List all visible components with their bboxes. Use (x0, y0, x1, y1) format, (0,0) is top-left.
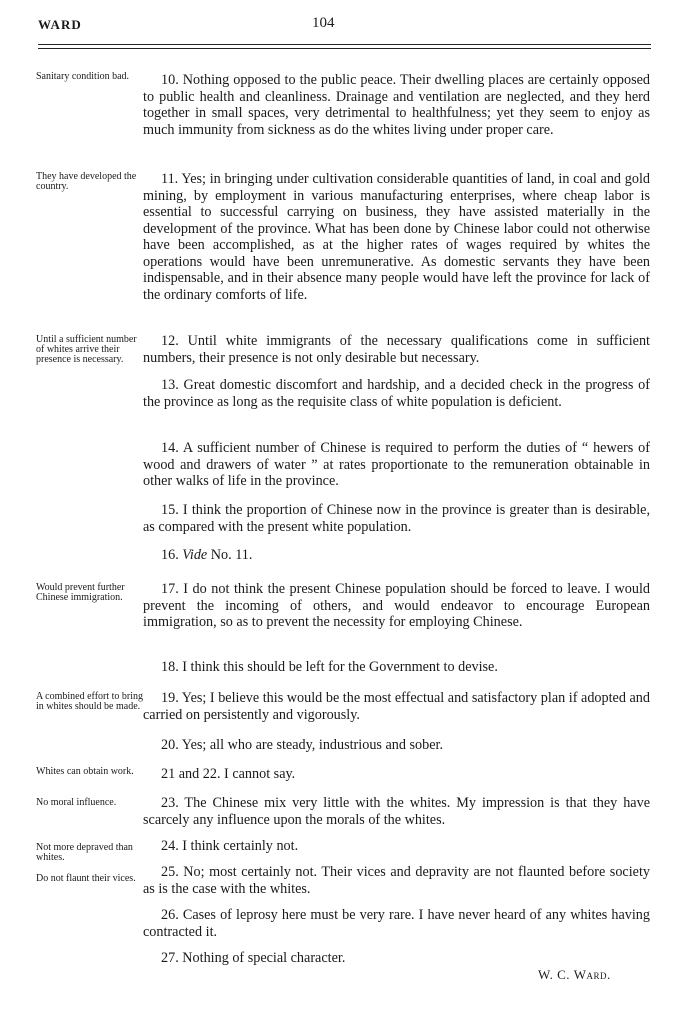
sidenote-until-whites: Until a sufficient number of whites arrive their presence is necessary. (36, 334, 137, 365)
paragraph-21-22: 21 and 22. I cannot say. (161, 766, 296, 782)
signature-surname: Ward. (573, 967, 611, 982)
paragraph-24: 24. I think certainly not. (161, 838, 299, 854)
sidenote-whites-work: Whites can obtain work. (36, 766, 134, 777)
paragraph-23: 23. The Chinese mix very little with the whites. My impression is that they have scarcely any influence upon the morals of the whites. (143, 795, 650, 828)
paragraph-16 (143, 547, 650, 564)
page-number: 104 (312, 15, 335, 31)
sidenote-no-moral: No moral influence. (36, 797, 117, 808)
paragraph-12: 12. Until white immigrants of the necessary qualifications come in sufficient numbers, their presence is not only desirable but necessary. (143, 333, 650, 366)
paragraph-10: 10. Nothing opposed to the public peace. Their dwelling places are certainly opposed to public health and cleanliness. Drainage and ventilation are neglected, and they herd together in small spaces, very detrimental to healthfulness; yet they seem to enjoy as much immunity from sickness as do the whites living under proper care. (143, 72, 650, 138)
paragraph-17: 17. I do not think the present Chinese population should be forced to leave. I would prevent the incoming of others, and would endeavor to encourage European immigration, so as to prevent the necessity for employing Chinese. (143, 581, 650, 630)
running-title: WARD (38, 17, 82, 32)
sidenote-not-flaunt: Do not flaunt their vices. (36, 873, 136, 884)
paragraph-16-vide: Vide (182, 547, 208, 563)
sidenote-combined-effort: A combined effort to bring in whites should be made. (36, 691, 144, 712)
paragraph-20: 20. Yes; all who are steady, industrious and sober. (161, 737, 444, 753)
paragraph-25: 25. No; most certainly not. Their vices and depravity are not flaunted before society as is the case with the whites. (143, 864, 650, 897)
paragraph-16-number: 16. (161, 547, 179, 563)
signature (538, 967, 611, 983)
signature-initials: W. C. (538, 967, 570, 982)
paragraph-27: 27. Nothing of special character. (161, 950, 346, 966)
paragraph-11: 11. Yes; in bringing under cultivation considerable quantities of land, in coal and gold mining, by employment in various manufacturing enterprises, where cheap labor is essential to successful carrying on business, they have assisted materially in the development of the province. What has been done by Chinese labor could not otherwise have been accomplished, as at the higher rates of wages required by whites the operations would have been unremunerative. As domestic servants they have been indispensable, and in their absence many people would have left the province for lack of the ordinary comforts of life. (143, 171, 650, 303)
paragraph-18: 18. I think this should be left for the Government to devise. (161, 659, 498, 675)
sidenote-developed: They have developed the country. (36, 171, 137, 192)
sidenote-not-depraved: Not more depraved than whites. (36, 842, 133, 863)
paragraph-16-ref: No. 11. (210, 547, 253, 563)
header-rule-bottom (38, 48, 651, 49)
sidenote-sanitary: Sanitary condition bad. (36, 71, 130, 82)
paragraph-14: 14. A sufficient number of Chinese is required to perform the duties of “ hewers of wood and drawers of water ” at rates proportionate to the remuneration obtainable in other walks of life in the province. (143, 440, 650, 489)
header-rule-top (38, 44, 651, 45)
paragraph-19: 19. Yes; I believe this would be the most effectual and satisfactory plan if adopted and carried on persistently and vigorously. (143, 690, 650, 723)
sidenote-prevent-immigration: Would prevent further Chinese immigration. (36, 582, 125, 603)
paragraph-26: 26. Cases of leprosy here must be very rare. I have never heard of any whites having contracted it. (143, 907, 650, 940)
paragraph-15: 15. I think the proportion of Chinese now in the province is greater than is desirable, as compared with the present white population. (143, 502, 650, 535)
paragraph-13: 13. Great domestic discomfort and hardship, and a decided check in the progress of the province as long as the requisite class of white population is deficient. (143, 377, 650, 410)
